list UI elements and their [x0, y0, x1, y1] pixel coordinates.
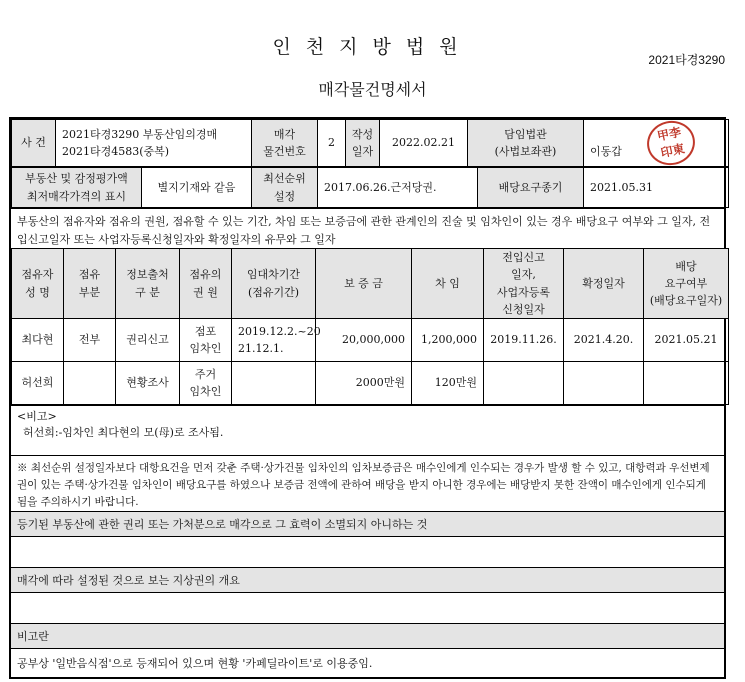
court-name: 인천지방법원	[272, 36, 473, 58]
rent-amount: 120만원	[412, 362, 484, 405]
fixed-date	[564, 362, 644, 405]
date-value: 2022.02.21	[380, 120, 468, 167]
occupied-part: 전부	[64, 319, 116, 362]
official-seal	[643, 116, 699, 169]
col-movein-1: 전입신고	[502, 251, 545, 265]
registered-rights-content	[11, 537, 724, 567]
priority-label-2: 설정	[273, 189, 296, 203]
fixed-date: 2021.4.20.	[564, 319, 644, 362]
col-right-1: 점유의	[189, 268, 222, 282]
col-part-2: 부분	[78, 285, 101, 299]
col-source-2: 구 분	[135, 285, 160, 299]
judge-name: 이동갑	[590, 145, 622, 158]
judge-label-2: (사법보좌관)	[494, 145, 557, 158]
col-dividend-3: (배당요구일자)	[649, 294, 723, 308]
col-dividend-1: 배당	[675, 259, 697, 273]
date-label-2: 일자	[351, 145, 374, 158]
case-number-top: 2021타경3290	[648, 53, 725, 67]
judge-label-1: 담임법관	[504, 127, 547, 141]
seal-text-2: 印東	[659, 141, 687, 161]
surface-rights-heading: 매각에 따라 설정된 것으로 보는 지상권의 개요	[11, 567, 724, 593]
appraisal-label-1: 부동산 및 감정평가액	[25, 172, 128, 186]
movein-date: 2019.11.26.	[484, 319, 564, 362]
deadline-label: 배당요구종기	[478, 168, 584, 208]
case-label: 사 건	[12, 120, 56, 167]
appraisal-label-2: 최저매각가격의 표시	[26, 189, 127, 203]
col-deposit: 보 증 금	[344, 276, 383, 290]
occupancy-table	[11, 248, 729, 405]
specification-sheet	[9, 117, 726, 679]
remarks-section-heading: 비고란	[11, 623, 724, 649]
priority-value: 2017.06.26.근저당권.	[318, 168, 478, 208]
surface-rights-content	[11, 593, 724, 623]
priority-label-1: 최선순위	[263, 172, 306, 186]
col-period-2: (점유기간)	[247, 285, 300, 299]
deposit-amount: 20,000,000	[316, 319, 412, 362]
warning-notice: ※ 최선순위 설정일자보다 대항요건을 먼저 갖춘 주택·상가건물 임차인의 임차보증금은 매수인에게 인수되는 경우가 발생 할 수 있고, 대항력과 우선변제권이 있는 주택·상가건물 임차인이 배당요구를 하였으나 보증금 전액에 관하여 배당을 받지 아니한 경우에는 배당받지 못한 잔액이 매수인에게 인수되게 됨을 주의하시기 바랍니다.	[11, 455, 724, 511]
case-number-dup: 2021타경4583(중복)	[62, 145, 170, 158]
date-label-1: 작성	[351, 127, 374, 141]
col-period-1: 임대차기간	[246, 268, 301, 282]
seal-text-1: 甲李	[656, 124, 683, 144]
document-title: 매각물건명세서	[318, 80, 427, 99]
statement-notice: 부동산의 점유자와 점유의 권원, 점유할 수 있는 기간, 차임 또는 보증금에 관한 관계인의 진술 및 임차인이 있는 경우 배당요구 여부와 그 일자, 전입신고일자 또는 사업자등록신청일자와 확정일자의 유무와 그 일자	[11, 208, 724, 248]
occupied-part	[64, 362, 116, 405]
col-part-1: 점유	[78, 268, 101, 282]
registered-rights-heading: 등기된 부동산에 관한 권리 또는 가처분으로 매각으로 그 효력이 소멸되지 아니하는 것	[11, 511, 724, 537]
item-no-label-2: 물건번호	[263, 145, 306, 158]
col-source-1: 정보출처	[126, 268, 169, 282]
right-role: 임차인	[189, 342, 222, 355]
item-no-label-1: 매각	[273, 127, 296, 141]
table-row	[12, 362, 729, 405]
lease-period-1: 2019.12.2.~20	[238, 324, 321, 338]
right-type: 점포	[194, 324, 217, 338]
case-number-main: 2021타경3290 부동산임의경매	[62, 127, 218, 141]
deadline-value: 2021.05.31	[584, 168, 729, 208]
col-occupant-1: 점유자	[21, 268, 54, 282]
appraisal-value: 별지기재와 같음	[142, 168, 252, 208]
occupant-name: 최다현	[12, 319, 64, 362]
right-type: 주거	[194, 367, 217, 381]
col-movein-4: 신청일자	[502, 302, 545, 316]
lease-period-2: 21.12.1.	[238, 342, 284, 355]
case-info-table	[11, 119, 729, 167]
dividend-date	[644, 362, 729, 405]
occupant-name: 허선희	[12, 362, 64, 405]
movein-date	[484, 362, 564, 405]
dividend-date: 2021.05.21	[644, 319, 729, 362]
info-source: 권리신고	[116, 319, 180, 362]
rent-amount: 1,200,000	[412, 319, 484, 362]
item-no-value: 2	[318, 120, 346, 167]
appraisal-info-table	[11, 167, 729, 208]
col-fixed-date: 확정일자	[582, 276, 625, 290]
table-row	[12, 319, 729, 362]
col-movein-3: 사업자등록	[496, 285, 551, 299]
col-right-2: 권 원	[193, 285, 218, 299]
col-rent: 차 임	[435, 276, 460, 290]
remarks-box	[11, 405, 724, 455]
deposit-amount: 2000만원	[316, 362, 412, 405]
remarks-label: <비고>	[17, 410, 57, 423]
col-occupant-2: 성 명	[25, 285, 50, 299]
col-dividend-2: 요구여부	[664, 276, 708, 290]
col-movein-2: 일자,	[511, 268, 536, 282]
occupancy-header-row	[12, 249, 729, 319]
remarks-text: 허선희:-임차인 최다현의 모(母)로 조사됨.	[23, 426, 224, 439]
remarks-section-text: 공부상 '일반음식점'으로 등재되어 있으며 현황 '카페딜라이트'로 이용중임.	[17, 657, 373, 670]
info-source: 현황조사	[116, 362, 180, 405]
right-role: 임차인	[189, 385, 222, 398]
